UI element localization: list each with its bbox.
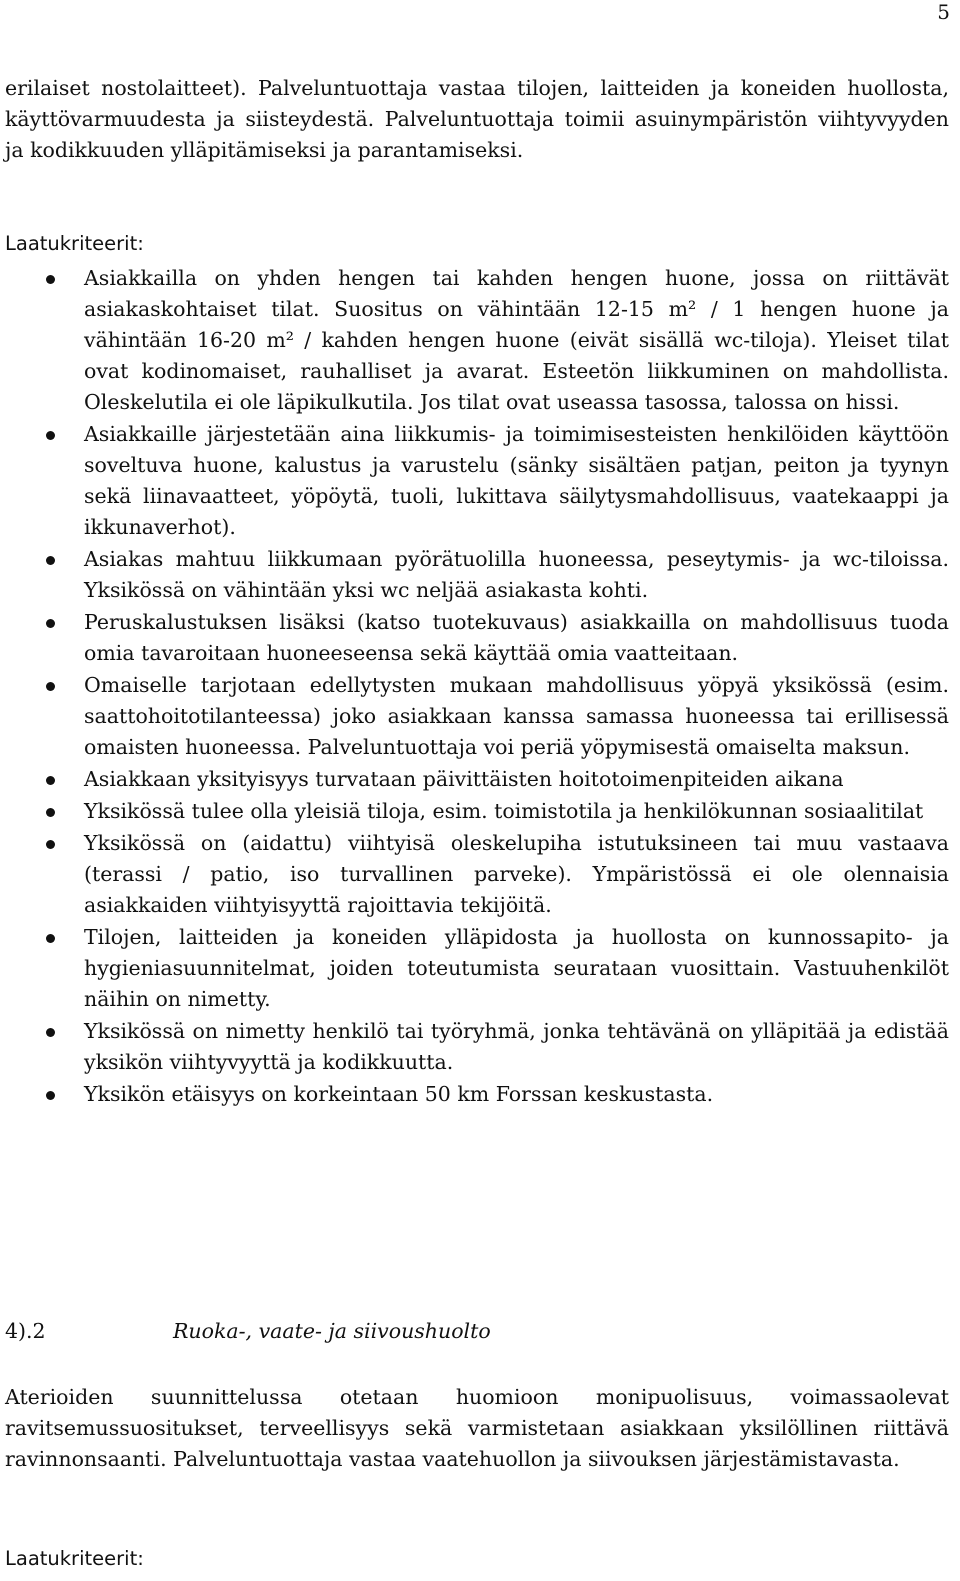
section-heading [5,1316,949,1347]
quality-criteria-heading: Laatukriteerit: [5,232,144,255]
meals-paragraph: Aterioiden suunnittelussa otetaan huomioon monipuolisuus, voimassaolevat ravitsemussuositukset, terveellisyys sekä varmistetaan asiakkaan yksilöllinen riittävä ravinnonsaanti. Palveluntuottaja vastaa vaatehuollon ja siivouksen järjestämistavasta. [5,1385,949,1471]
bullet-icon [46,808,55,817]
list-item-text: Tilojen, laitteiden ja koneiden ylläpidosta ja huollosta on kunnossapito- ja hygieniasuunnitelmat, joiden toteutumista seurataan vuosittain. Vastuuhenkilöt näihin on nimetty. [84,925,949,1011]
list-item-text: Omaiselle tarjotaan edellytysten mukaan mahdollisuus yöpyä yksikössä (esim. saattohoitotilanteessa) joko asiakkaan kanssa samassa huoneessa tai erillisessä omaisten huoneessa. Palveluntuottaja voi periä yöpymisestä omaiselta maksun. [84,673,949,759]
quality-criteria-list [84,263,949,1111]
section-number: 4).2 [5,1319,46,1343]
list-item-text: Peruskalustuksen lisäksi (katso tuotekuvaus) asiakkailla on mahdollisuus tuoda omia tavaroitaan huoneeseensa sekä käyttää omia vaatteitaan. [84,610,949,665]
list-item [84,544,949,606]
list-item [84,419,949,543]
section-title: Ruoka-, vaate- ja siivoushuolto [173,1319,491,1343]
list-item-text: Yksikössä on (aidattu) viihtyisä oleskelupiha istutuksineen tai muu vastaava (terassi / patio, iso turvallinen parveke). Ympäristössä ei ole olennaisia asiakkaiden viihtyisyyttä rajoittavia tekijöitä. [84,831,949,917]
quality-criteria-heading-2: Laatukriteerit: [5,1547,144,1570]
list-item-text: Asiakas mahtuu liikkumaan pyörätuolilla huoneessa, peseytymis- ja wc-tiloissa. Yksikössä on vähintään yksi wc neljää asiakasta kohti. [84,547,949,602]
list-item [84,1079,949,1110]
bullet-icon [46,934,55,943]
list-item-text: Asiakkaille järjestetään aina liikkumis- ja toimimisesteisten henkilöiden käyttöön soveltuva huone, kalustus ja varustelu (sänky sisältäen patjan, peiton ja tyynyn sekä liinavaatteet, yöpöytä, tuoli, lukittava säilytysmahdollisuus, vaatekaappi ja ikkunaverhot). [84,422,949,539]
bullet-icon [46,275,55,284]
list-item [84,828,949,921]
list-item [84,1016,949,1078]
intro-paragraph: erilaiset nostolaitteet). Palveluntuottaja vastaa tilojen, laitteiden ja koneiden huollosta, käyttövarmuudesta ja siisteydestä. Palveluntuottaja toimii asuinympäristön viihtyvyyden ja kodikkuuden ylläpitämiseksi ja parantamiseksi. [5,76,949,162]
bullet-icon [46,840,55,849]
list-item [84,796,949,827]
list-item-text: Asiakkailla on yhden hengen tai kahden hengen huone, jossa on riittävät asiakaskohtaiset tilat. Suositus on vähintään 12-15 m² / 1 hengen huone ja vähintään 16-20 m² / kahden hengen huone (eivät sisällä wc-tiloja). Yleiset tilat ovat kodinomaiset, rauhalliset ja avarat. Esteetön liikkuminen on mahdollista. Oleskelutila ei ole läpikulkutila. Jos tilat ovat useassa tasossa, talossa on hissi. [84,266,949,414]
bullet-icon [46,556,55,565]
list-item [84,922,949,1015]
list-item-text: Yksikön etäisyys on korkeintaan 50 km Forssan keskustasta. [84,1082,714,1106]
bullet-icon [46,776,55,785]
list-item [84,263,949,418]
list-item [84,670,949,763]
list-item [84,607,949,669]
list-item-text: Asiakkaan yksityisyys turvataan päivittäisten hoitotoimenpiteiden aikana [84,767,844,791]
bullet-icon [46,1091,55,1100]
page-number: 5 [937,0,950,24]
bullet-icon [46,682,55,691]
bullet-icon [46,431,55,440]
list-item-text: Yksikössä on nimetty henkilö tai työryhmä, jonka tehtävänä on ylläpitää ja edistää yksikön viihtyvyyttä ja kodikkuutta. [84,1019,949,1074]
list-item [84,764,949,795]
bullet-icon [46,1028,55,1037]
list-item-text: Yksikössä tulee olla yleisiä tiloja, esim. toimistotila ja henkilökunnan sosiaalitilat [84,799,924,823]
bullet-icon [46,619,55,628]
